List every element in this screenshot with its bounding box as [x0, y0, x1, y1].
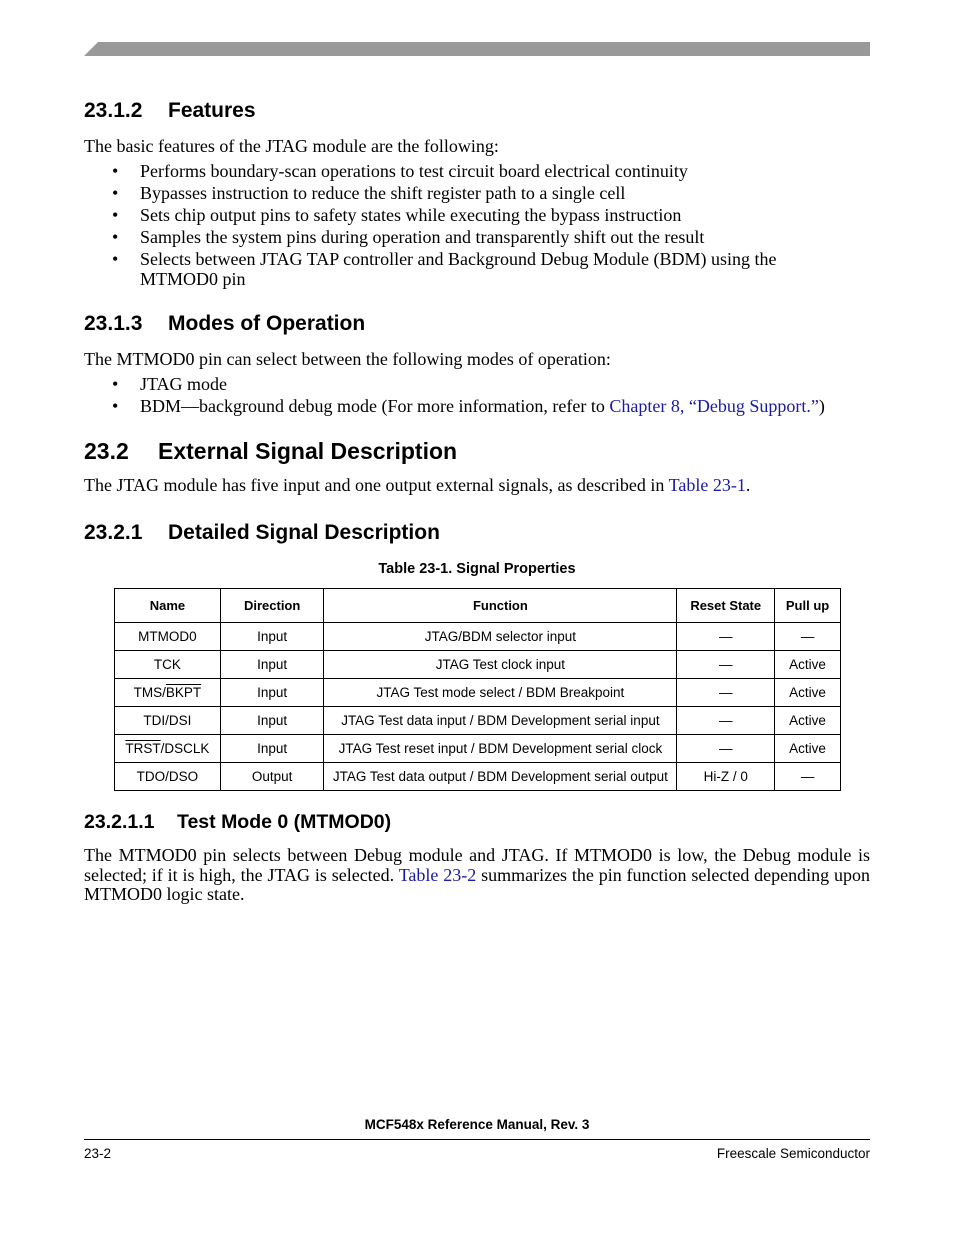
table-caption: Table 23-1. Signal Properties — [378, 561, 576, 577]
column-header-direction: Direction — [220, 589, 324, 623]
footer-manual-title: MCF548x Reference Manual, Rev. 3 — [364, 1117, 590, 1132]
cell-function: JTAG/BDM selector input — [324, 623, 677, 651]
cell-direction: Input — [220, 679, 324, 707]
table-row — [115, 735, 841, 763]
table-row — [115, 651, 841, 679]
list-item: • Performs boundary-scan operations to test circuit board electrical continuity — [112, 161, 688, 181]
section-number: 23.2.1 — [84, 521, 143, 544]
features-intro: The basic features of the JTAG module are the following: — [84, 136, 499, 156]
features-list — [84, 162, 870, 292]
section-number: 23.2 — [84, 438, 129, 464]
section-heading-modes — [84, 312, 365, 336]
table-row — [115, 679, 841, 707]
cell-direction: Input — [220, 735, 324, 763]
test-mode-text: The MTMOD0 pin selects between Debug module and JTAG. If MTMOD0 is low, the Debug module is selected; if it is high, the JTAG is selected. Table 23-2 summarizes the pin function selected depending upon MTMOD0 logic state. — [84, 845, 870, 904]
list-item: • Samples the system pins during operation and transparently shift out the result — [112, 227, 705, 247]
section-title: Features — [168, 99, 256, 122]
list-item: • JTAG mode — [112, 374, 228, 394]
list-item: • BDM—background debug mode (For more information, refer to Chapter 8, “Debug Support.”) — [112, 396, 825, 416]
section-title: Detailed Signal Description — [168, 521, 440, 544]
section-number: 23.1.3 — [84, 312, 143, 335]
cell-reset-state: Hi-Z / 0 — [677, 763, 775, 791]
column-header-function: Function — [324, 589, 677, 623]
table-row — [115, 623, 841, 651]
section-title: External Signal Description — [158, 438, 458, 464]
section-title: Modes of Operation — [168, 312, 366, 335]
list-item: • Bypasses instruction to reduce the shift register path to a single cell — [112, 183, 626, 203]
modes-intro: The MTMOD0 pin can select between the following modes of operation: — [84, 349, 611, 369]
cell-direction: Output — [220, 763, 324, 791]
table-row — [115, 707, 841, 735]
cell-reset-state: — — [677, 707, 775, 735]
cell-pull-up: Active — [775, 679, 841, 707]
page-number: 23-2 — [84, 1146, 112, 1161]
section-heading-detailed — [84, 521, 440, 545]
cell-direction: Input — [220, 651, 324, 679]
cell-pull-up: — — [775, 763, 841, 791]
table-23-1-link[interactable]: Table 23-1 — [668, 475, 746, 495]
external-text: The JTAG module has five input and one output external signals, as described in Table 23-1. — [84, 475, 751, 495]
cell-direction: Input — [220, 623, 324, 651]
column-header-reset-state: Reset State — [677, 589, 775, 623]
signal-properties-table — [114, 588, 841, 791]
table-row — [115, 763, 841, 791]
column-header-pull-up: Pull up — [775, 589, 841, 623]
cell-pull-up: — — [775, 623, 841, 651]
cell-reset-state: — — [677, 735, 775, 763]
section-number: 23.1.2 — [84, 99, 143, 122]
cell-direction: Input — [220, 707, 324, 735]
cell-function: JTAG Test clock input — [324, 651, 677, 679]
cell-name: TMS/BKPT — [115, 679, 221, 707]
cell-pull-up: Active — [775, 651, 841, 679]
section-heading-external — [84, 438, 457, 464]
cell-function: JTAG Test data input / BDM Development serial input — [324, 707, 677, 735]
active-low-signal: TRST — [125, 741, 161, 756]
cell-name: TDO/DSO — [115, 763, 221, 791]
footer-company: Freescale Semiconductor — [716, 1146, 870, 1161]
cell-pull-up: Active — [775, 707, 841, 735]
cell-name: TRST/DSCLK — [115, 735, 221, 763]
cell-function: JTAG Test mode select / BDM Breakpoint — [324, 679, 677, 707]
table-header-row — [115, 589, 841, 623]
header-bar — [84, 42, 870, 56]
list-item: • Sets chip output pins to safety states while executing the bypass instruction — [112, 205, 682, 225]
cell-name: TDI/DSI — [115, 707, 221, 735]
footer-divider — [84, 1139, 870, 1140]
section-number: 23.2.1.1 — [84, 811, 155, 833]
table-23-2-link[interactable]: Table 23-2 — [398, 864, 477, 885]
active-low-signal: BKPT — [165, 685, 202, 700]
cell-function: JTAG Test reset input / BDM Development serial clock — [324, 735, 677, 763]
cell-name: TCK — [115, 651, 221, 679]
column-header-name: Name — [115, 589, 221, 623]
cell-name: MTMOD0 — [115, 623, 221, 651]
chapter-8-link[interactable]: Chapter 8, “Debug Support.” — [609, 396, 819, 416]
section-title: Test Mode 0 (MTMOD0) — [177, 811, 392, 833]
section-heading-test-mode — [84, 810, 391, 834]
cell-reset-state: — — [677, 651, 775, 679]
cell-reset-state: — — [677, 623, 775, 651]
cell-reset-state: — — [677, 679, 775, 707]
list-item: • Selects between JTAG TAP controller and Background Debug Module (BDM) using the MTMOD0 pin — [112, 249, 777, 289]
cell-pull-up: Active — [775, 735, 841, 763]
section-heading-features — [84, 99, 256, 123]
cell-function: JTAG Test data output / BDM Development serial output — [324, 763, 677, 791]
modes-list — [84, 375, 870, 419]
